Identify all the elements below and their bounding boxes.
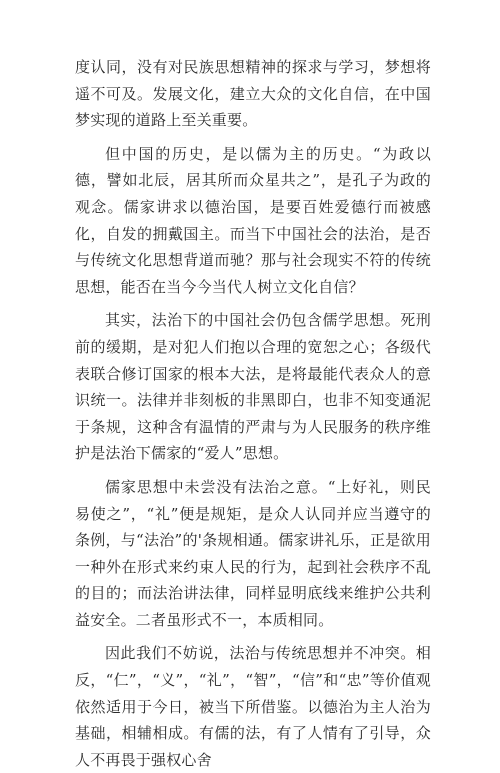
document-body (75, 54, 431, 773)
paragraph-4: 儒家思想中未尝没有法治之意。“上好礼，则民易使之”，“礼”便是规矩，是众人认同并应当遵守的条例，与“法治”的'条规相通。儒家讲礼乐，正是欲用一种外在形式来约束人民的行为，起到社会秩序不乱的目的；而法治讲法律，同样显明底线来维护公共利益安全。二者虽形式不一，本质相同。 (75, 477, 431, 629)
paragraph-3: 其实，法治下的中国社会仍包含儒学思想。死刑前的缓期，是对犯人们抱以合理的宽恕之心；各级代表联合修订国家的根本大法，是将最能代表众人的意识统一。法律并非刻板的非黑即白，也非不知变通泥于条规，这种含有温情的严肃与为人民服务的秩序维护是法治下儒家的“爱人”思想。 (75, 311, 431, 463)
paragraph-2: 但中国的历史，是以儒为主的历史。“为政以德，譬如北辰，居其所而众星共之”，是孔子为政的观念。儒家讲求以德治国，是要百姓爱德行而被感化，自发的拥戴国主。而当下中国社会的法治，是否与传统文化思想背道而驰？那与社会现实不符的传统思想，能否在当今今当代人树立文化自信？ (75, 144, 431, 296)
paragraph-1: 度认同，没有对民族思想精神的探求与学习，梦想将遥不可及。发展文化，建立大众的文化自信，在中国梦实现的道路上至关重要。 (75, 58, 431, 130)
paragraph-5: 因此我们不妨说，法治与传统思想并不冲突。相反，“仁”，“义”，“礼”，“智”，“信”和“忠”等价值观依然适用于今日，被当下所借鉴。以德治为主人治为基础，相辅相成。有儒的法，有了人情有了引导，众人不再畏于强权心舍 (75, 644, 431, 769)
